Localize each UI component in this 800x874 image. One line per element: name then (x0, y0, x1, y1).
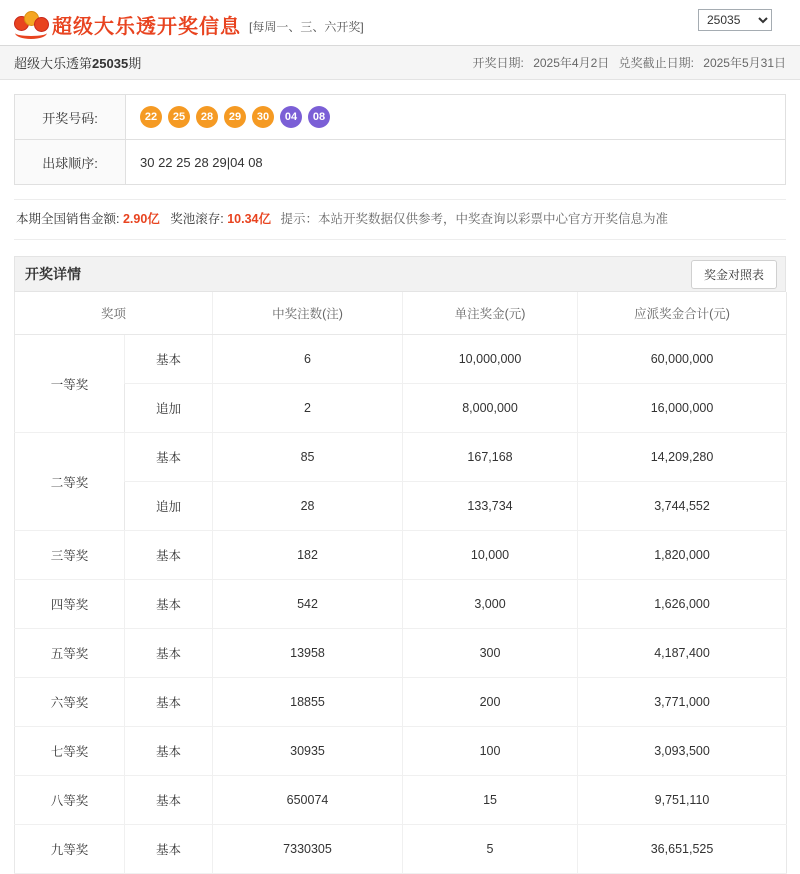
prize-level: 三等奖 (15, 531, 125, 580)
prize-total: 14,209,280 (578, 433, 787, 482)
pool-label: 奖池滚存: (170, 212, 224, 226)
prize-level: 八等奖 (15, 776, 125, 825)
table-row (15, 335, 787, 384)
issue-summary-bar (0, 46, 800, 80)
prize-type: 基本 (125, 531, 213, 580)
lottery-balls-icon (14, 10, 48, 36)
col-header-count: 中奖注数(注) (213, 292, 403, 335)
prize-amount: 10,000,000 (403, 335, 578, 384)
winning-numbers-value (126, 95, 785, 139)
prize-amount: 167,168 (403, 433, 578, 482)
prize-table-head (15, 292, 787, 335)
deadline-label: 兑奖截止日期: (618, 56, 694, 70)
table-header-row (15, 292, 787, 335)
site-title: 超级大乐透开奖信息 (52, 13, 241, 38)
draw-order-value: 30 22 25 28 29|04 08 (140, 154, 263, 170)
prize-count: 7330305 (213, 825, 403, 874)
prize-total: 3,771,000 (578, 678, 787, 727)
prize-type: 基本 (125, 776, 213, 825)
draw-order-row (15, 140, 785, 184)
prize-count: 650074 (213, 776, 403, 825)
front-ball: 30 (252, 106, 274, 128)
prize-compare-button[interactable]: 奖金对照表 (691, 260, 777, 289)
winning-numbers-row (15, 95, 785, 140)
prize-count: 542 (213, 580, 403, 629)
prize-total: 1,626,000 (578, 580, 787, 629)
prize-table (14, 292, 787, 874)
deadline-value: 2025年5月31日 (703, 56, 786, 70)
prize-amount: 15 (403, 776, 578, 825)
prize-level: 四等奖 (15, 580, 125, 629)
issue-prefix: 第 (79, 56, 93, 71)
issue-suffix: 期 (128, 56, 142, 71)
prize-amount: 3,000 (403, 580, 578, 629)
sales-value: 2.90亿 (122, 212, 160, 226)
prize-count: 28 (213, 482, 403, 531)
table-row (15, 531, 787, 580)
prize-type: 基本 (125, 629, 213, 678)
prize-total: 36,651,525 (578, 825, 787, 874)
prize-type: 基本 (125, 433, 213, 482)
site-subtitle: [每周一、三、六开奖] (249, 19, 364, 34)
detail-title: 开奖详情 (25, 266, 81, 282)
prize-count: 30935 (213, 727, 403, 776)
prize-total: 9,751,110 (578, 776, 787, 825)
issue-summary-text (14, 53, 141, 72)
front-ball: 25 (168, 106, 190, 128)
issue-number: 25035 (92, 56, 129, 71)
table-row (15, 580, 787, 629)
prize-level: 六等奖 (15, 678, 125, 727)
prize-type: 基本 (125, 580, 213, 629)
table-row (15, 629, 787, 678)
front-ball: 28 (196, 106, 218, 128)
prize-level: 二等奖 (15, 433, 125, 531)
prize-amount: 10,000 (403, 531, 578, 580)
prize-count: 13958 (213, 629, 403, 678)
prize-total: 1,820,000 (578, 531, 787, 580)
prize-total: 60,000,000 (578, 335, 787, 384)
ball-list (140, 106, 330, 128)
table-row (15, 678, 787, 727)
table-row (15, 384, 787, 433)
prize-type: 基本 (125, 335, 213, 384)
prize-level: 九等奖 (15, 825, 125, 874)
prize-level: 七等奖 (15, 727, 125, 776)
table-row (15, 727, 787, 776)
table-row (15, 482, 787, 531)
winning-numbers-label: 开奖号码: (15, 95, 126, 139)
prize-count: 85 (213, 433, 403, 482)
prize-table-body (15, 335, 787, 874)
prize-total: 3,744,552 (578, 482, 787, 531)
sales-label: 本期全国销售金额: (16, 212, 120, 226)
prize-count: 182 (213, 531, 403, 580)
table-row (15, 776, 787, 825)
prize-type: 基本 (125, 727, 213, 776)
front-ball: 22 (140, 106, 162, 128)
prize-level: 一等奖 (15, 335, 125, 433)
prize-type: 基本 (125, 678, 213, 727)
col-header-total: 应派奖金合计(元) (578, 292, 787, 335)
table-row (15, 433, 787, 482)
prize-type: 追加 (125, 384, 213, 433)
back-ball: 04 (280, 106, 302, 128)
page-header (0, 0, 800, 46)
prize-count: 2 (213, 384, 403, 433)
draw-date-label: 开奖日期: (472, 56, 524, 70)
prize-amount: 133,734 (403, 482, 578, 531)
col-header-level: 奖项 (15, 292, 213, 335)
prize-amount: 8,000,000 (403, 384, 578, 433)
prize-count: 18855 (213, 678, 403, 727)
prize-level: 五等奖 (15, 629, 125, 678)
table-row (15, 825, 787, 874)
notice-tip: 提示：本站开奖数据仅供参考，中奖查询以彩票中心官方开奖信息为准 (280, 212, 668, 226)
prize-type: 追加 (125, 482, 213, 531)
prize-total: 16,000,000 (578, 384, 787, 433)
prize-amount: 200 (403, 678, 578, 727)
col-header-amount: 单注奖金(元) (403, 292, 578, 335)
detail-section-header (14, 256, 786, 292)
front-ball: 29 (224, 106, 246, 128)
draw-info-panel (14, 94, 786, 185)
draw-date-value: 2025年4月2日 (533, 56, 610, 70)
prize-amount: 5 (403, 825, 578, 874)
prize-total: 3,093,500 (578, 727, 787, 776)
pool-value: 10.34亿 (227, 212, 271, 226)
dates-info (467, 54, 786, 71)
back-ball: 08 (308, 106, 330, 128)
draw-order-label: 出球顺序: (15, 140, 126, 184)
issue-select-wrapper[interactable] (698, 9, 772, 31)
sales-notice (14, 199, 786, 240)
issue-select[interactable] (698, 9, 772, 31)
prize-count: 6 (213, 335, 403, 384)
prize-amount: 100 (403, 727, 578, 776)
prize-total: 4,187,400 (578, 629, 787, 678)
prize-amount: 300 (403, 629, 578, 678)
prize-type: 基本 (125, 825, 213, 874)
site-logo (14, 10, 364, 36)
game-name: 超级大乐透 (14, 56, 80, 71)
